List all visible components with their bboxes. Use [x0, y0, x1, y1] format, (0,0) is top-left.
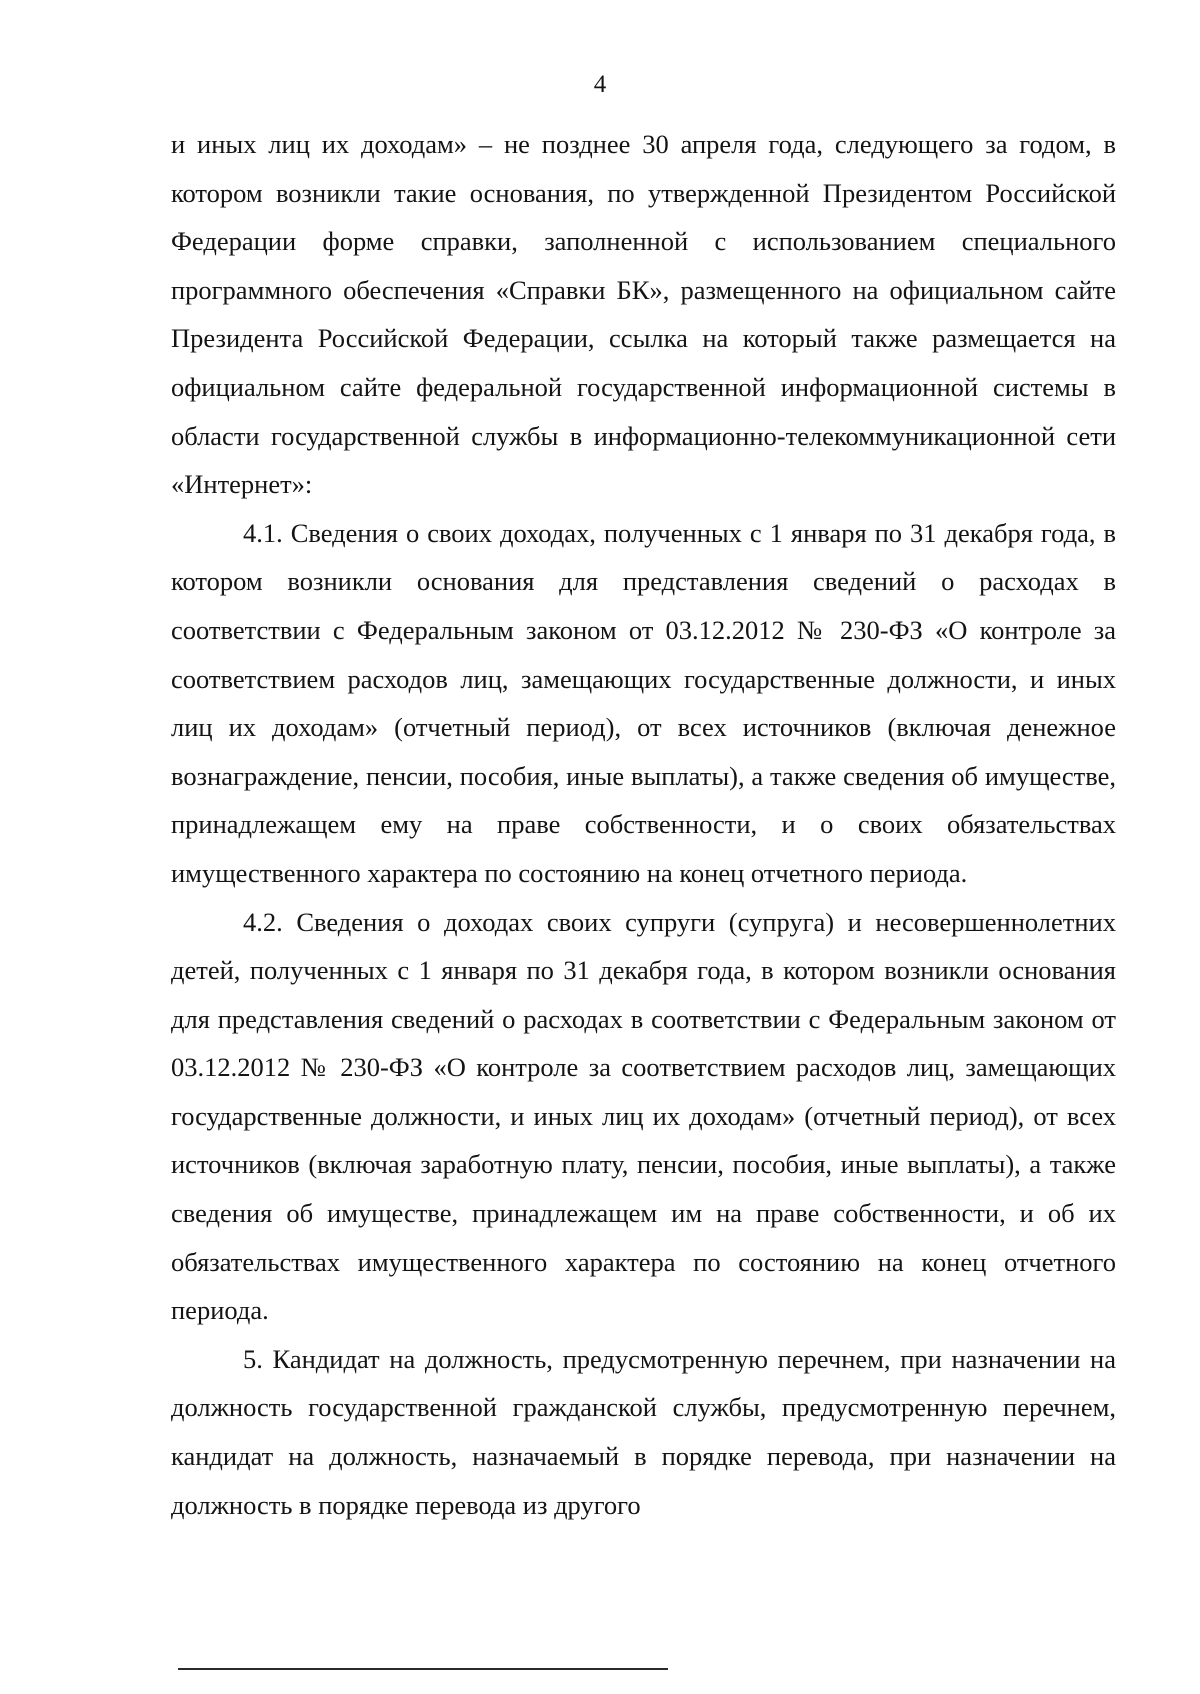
document-body	[171, 120, 1116, 1529]
paragraph-5: 5. Кандидат на должность, предусмотренную перечнем, при назначении на должность государственной гражданской службы, предусмотренную перечнем, кандидат на должность, назначаемый в порядке перевода, при назначении на должность в порядке перевода из другого	[171, 1343, 1116, 1520]
page-number: 4	[593, 71, 607, 98]
paragraph-4-2: 4.2. Сведения о доходах своих супруги (супруга) и несовершеннолетних детей, полученных с 1 января по 31 декабря года, в котором возникли основания для представления сведений о расходах в соответствии с Федеральным законом от 03.12.2012 № 230-ФЗ «О контроле за соответствием расходов лиц, замещающих государственные должности, и иных лиц их доходам» (отчетный период), от всех источников (включая заработную плату, пенсии, пособия, иные выплаты), а также сведения об имуществе, принадлежащем им на праве собственности, и об их обязательствах имущественного характера по состоянию на конец отчетного периода.	[171, 906, 1116, 1326]
paragraph-continuation: и иных лиц их доходам» – не позднее 30 апреля года, следующего за годом, в котором возникли такие основания, по утвержденной Президентом Российской Федерации форме справки, заполненной с использованием специального программного обеспечения «Справки БК», размещенного на официальном сайте Президента Российской Федерации, ссылка на который также размещается на официальном сайте федеральной государственной информационной системы в области государственной службы в информационно-телекоммуникационной сети «Интернет»:	[171, 129, 1116, 500]
footer-divider	[178, 1668, 668, 1670]
paragraph-4-1: 4.1. Сведения о своих доходах, полученных с 1 января по 31 декабря года, в котором возникли основания для представления сведений о расходах в соответствии с Федеральным законом от 03.12.2012 № 230-ФЗ «О контроле за соответствием расходов лиц, замещающих государственные должности, и иных лиц их доходам» (отчетный период), от всех источников (включая денежное вознаграждение, пенсии, пособия, иные выплаты), а также сведения об имуществе, принадлежащем ему на праве собственности, и о своих обязательствах имущественного характера по состоянию на конец отчетного периода.	[171, 517, 1116, 888]
